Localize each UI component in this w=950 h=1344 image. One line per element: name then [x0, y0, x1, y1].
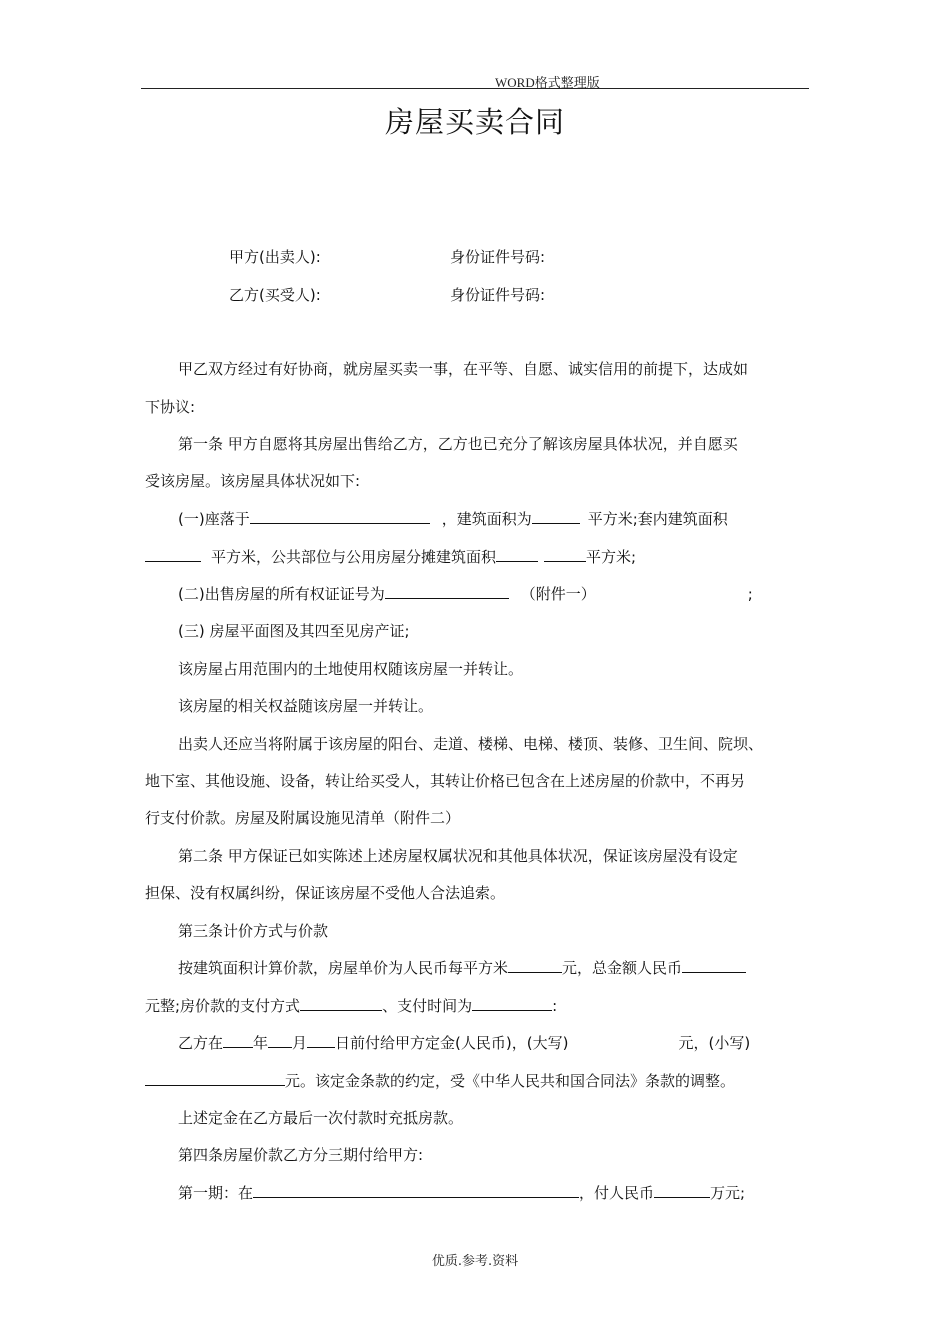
installment-1-amount-blank[interactable]: [654, 1183, 710, 1198]
item-2-text-a: (二)出售房屋的所有权证证号为: [178, 585, 385, 603]
installment-text-b: ，付人民币: [579, 1184, 655, 1202]
seller-label: 甲方(出卖人):: [229, 248, 321, 266]
preamble-line-2: 下协议:: [145, 398, 196, 416]
buyer-id-label: 身份证件号码:: [450, 286, 546, 304]
inner-area-blank[interactable]: [145, 547, 201, 562]
price-line-1: [178, 957, 809, 978]
article-4-heading: 第四条房屋价款乙方分三期付给甲方:: [178, 1146, 424, 1164]
document-title: 房屋买卖合同: [384, 105, 565, 139]
deposit-text-a: 乙方在: [178, 1034, 224, 1052]
price-text-d: 、支付时间为: [382, 997, 473, 1015]
seller-id-label: 身份证件号码:: [450, 248, 546, 266]
deposit-year-blank[interactable]: [223, 1033, 253, 1048]
rights-line: 该房屋的相关权益随该房屋一并转让。: [178, 697, 434, 715]
article-1-line-1: 第一条 甲方自愿将其房屋出售给乙方，乙方也已充分了解该房屋具体状况，并自愿买: [178, 435, 738, 453]
deposit-text-e: 元，(小写): [678, 1034, 751, 1052]
preamble-line-1: 甲乙双方经过有好协商，就房屋买卖一事，在平等、自愿、诚实信用的前提下，达成如: [178, 360, 749, 378]
installment-1-date-blank[interactable]: [253, 1183, 579, 1198]
item-1-text-e: 平方米;: [586, 548, 637, 566]
deposit-text-f: 元。该定金条款的约定，受《中华人民共和国合同法》条款的调整。: [285, 1072, 736, 1090]
article-2-line-2: 担保、没有权属纠纷，保证该房屋不受他人合法追索。: [145, 884, 506, 902]
shared-area-blank-2[interactable]: [544, 547, 586, 562]
header-text: WORD格式整理版: [495, 75, 600, 90]
buyer-label: 乙方(买受人):: [229, 286, 321, 304]
price-line-2: [145, 995, 809, 1016]
facilities-line-2: 地下室、其他设施、设备，转让给买受人，其转让价格已包含在上述房屋的价款中，不再另: [145, 772, 746, 790]
land-use-line: 该房屋占用范围内的土地使用权随该房屋一并转让。: [178, 660, 524, 678]
deposit-text-c: 月: [292, 1034, 308, 1052]
item-1-line-1: [178, 508, 809, 529]
deposit-offset-line: 上述定金在乙方最后一次付款时充抵房款。: [178, 1109, 464, 1127]
item-1-line-2: [145, 546, 809, 567]
item-1-text-a: (一)座落于: [178, 510, 250, 528]
article-2-line-1: 第二条 甲方保证已如实陈述上述房屋权属状况和其他具体状况，保证该房屋没有设定: [178, 847, 738, 865]
payment-method-blank[interactable]: [300, 996, 382, 1011]
area-blank[interactable]: [532, 509, 580, 524]
item-3-line: (三) 房屋平面图及其四至见房产证;: [178, 622, 410, 640]
price-text-e: :: [552, 997, 558, 1015]
header-rule: [141, 88, 809, 89]
facilities-line-3: 行支付价款。房屋及附属设施见清单（附件二）: [145, 809, 461, 827]
total-amount-blank[interactable]: [682, 958, 746, 973]
deposit-lowercase-blank[interactable]: [145, 1071, 285, 1086]
footer-text: 优质.参考.资料: [431, 1254, 519, 1269]
article-1-line-2: 受该房屋。该房屋具体状况如下:: [145, 472, 361, 490]
deposit-line-1: [178, 1032, 809, 1053]
installment-text-a: 第一期：在: [178, 1184, 254, 1202]
deposit-day-blank[interactable]: [307, 1033, 335, 1048]
deposit-text-d: 日前付给甲方定金(人民币)，(大写): [335, 1034, 569, 1052]
installment-text-c: 万元;: [710, 1184, 746, 1202]
item-1-text-d: 平方米，公共部位与公用房屋分摊建筑面积: [211, 548, 497, 566]
facilities-line-1: 出卖人还应当将附属于该房屋的阳台、走道、楼梯、电梯、楼顶、装修、卫生间、院坝、: [178, 735, 764, 753]
deposit-text-b: 年: [253, 1034, 269, 1052]
item-1-text-c: 平方米;套内建筑面积: [587, 510, 728, 528]
price-text-c: 元整;房价款的支付方式: [145, 997, 301, 1015]
installment-1-line: [178, 1182, 809, 1203]
item-2-text-c: ;: [747, 585, 753, 603]
shared-area-blank-1[interactable]: [496, 547, 538, 562]
item-2-text-b: （附件一）: [520, 585, 596, 603]
deposit-month-blank[interactable]: [268, 1033, 292, 1048]
deposit-line-2: [145, 1070, 809, 1091]
item-1-text-b: ，建筑面积为: [441, 510, 532, 528]
payment-time-blank[interactable]: [472, 996, 552, 1011]
unit-price-blank[interactable]: [508, 958, 562, 973]
location-blank[interactable]: [250, 509, 430, 524]
price-text-a: 按建筑面积计算价款，房屋单价为人民币每平方米: [178, 959, 509, 977]
article-3-heading: 第三条计价方式与价款: [178, 922, 329, 940]
certificate-number-blank[interactable]: [385, 584, 509, 599]
item-2-line: [178, 583, 809, 604]
price-text-b: 元，总金额人民币: [562, 959, 683, 977]
